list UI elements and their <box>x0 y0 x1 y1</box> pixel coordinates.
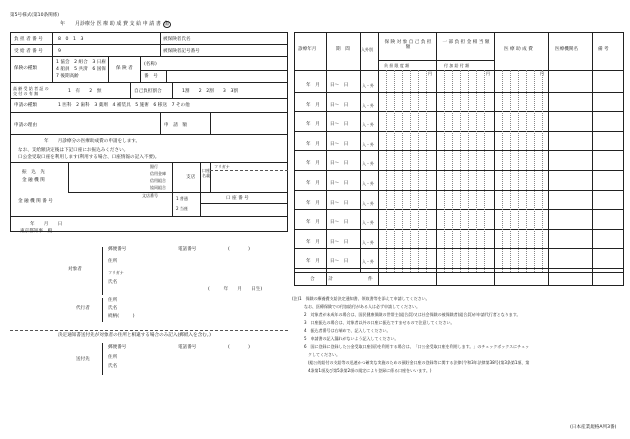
self-burden-value: 1割 2 2割 3 3割 <box>182 89 238 94</box>
self-burden-label: 自己負担割合 <box>134 89 162 94</box>
row-period: 日～ 日 <box>330 122 349 128</box>
yen-3: 円 <box>540 71 544 76</box>
furigana2-label: フリガナ <box>108 270 124 275</box>
row-month: 年 月 <box>306 220 320 226</box>
row-type: 入・外 <box>362 239 374 245</box>
hdr-aid: 医 療 助 成 費 <box>504 47 533 52</box>
amount-digit-guide <box>418 70 419 272</box>
amount-digit-guide <box>468 70 469 272</box>
note-line: (総公的給付の支給等の迅速かつ確実な実施のための預貯金口座の登録等に関する法律(令和3年法律第38号)第3条第1項、第 <box>308 360 530 365</box>
dest-phone-paren: ( ) <box>228 345 250 350</box>
amount-digit-guide <box>402 70 403 272</box>
dest-postal-label: 郵便番号 <box>108 345 127 350</box>
row-divider <box>294 248 624 249</box>
row-type: 入・外 <box>362 83 374 88</box>
amount-digit-guide <box>452 70 453 272</box>
row-month: 年 月 <box>306 181 320 186</box>
agent-name-label: 氏名 <box>108 306 118 311</box>
elderly-label: 高 齢 受 給 者 証 の 交 付 の 有 無 <box>13 86 49 96</box>
row-month: 年 月 <box>306 122 320 128</box>
page-title: 年 月診療分 医 療 助 成 費 支 給 申 請 書 傷 <box>60 21 170 27</box>
row-month: 年 月 <box>306 141 320 147</box>
amount-digit-guide <box>526 70 527 272</box>
hdr-insured-self: 保 険 対 象 自 己 負 担 額 <box>384 40 432 50</box>
row-period: 日～ 日 <box>330 181 349 186</box>
hdr-extra: 付 加 給 付 額 <box>444 63 470 68</box>
dob-label: ( 年 月 日生) <box>208 287 263 292</box>
yen-1: 円 <box>428 71 432 76</box>
bank-type-3: 信用組合 <box>150 178 166 183</box>
row-type: 入・外 <box>362 181 374 186</box>
bank-type-2: 信用金庫 <box>150 171 166 176</box>
amount-digit-guide <box>410 70 411 272</box>
recipient-no-label: 負 担 者 番 号 <box>14 37 43 42</box>
row-type: 入・外 <box>362 259 374 265</box>
row-month: 年 月 <box>306 102 320 108</box>
amount-digit-guide <box>502 70 503 272</box>
row-divider <box>294 229 624 230</box>
number-label: 番 号 <box>144 74 158 79</box>
recipient-no-value: 8 0 1 3 <box>58 37 84 42</box>
row-month: 年 月 <box>306 161 320 167</box>
row-period: 日～ 日 <box>330 220 349 226</box>
amount-digit-guide <box>510 70 511 272</box>
insurer-name-label: 被保険者氏名 <box>163 37 191 42</box>
relation-label: 続柄( ) <box>108 314 135 319</box>
footer-spec: (日本産業規格A列3番) <box>570 425 617 430</box>
beneficiary-no-value: 9 <box>58 49 61 54</box>
row-period: 日～ 日 <box>330 259 349 265</box>
row-type: 入・外 <box>362 200 374 206</box>
name-kana-label: (名称) <box>144 62 157 67</box>
row-divider <box>294 150 624 151</box>
beneficiary-no-label: 受 給 者 番 号 <box>14 49 43 54</box>
phone-label: 電話番号 <box>178 247 197 252</box>
row-period: 日～ 日 <box>330 200 349 206</box>
date-line: 年 月 日 <box>30 222 63 227</box>
bank-label: 金 融 機 関 <box>22 178 45 183</box>
holder-label: 保 険 者 <box>116 66 133 71</box>
insurance-type-1: 1 協会 2 組合 3 日雇 <box>56 60 106 65</box>
account-no-label: 口 座 番 号 <box>226 196 249 201</box>
insurer-symbol-label: 被保険者記号番号 <box>163 49 200 54</box>
title-mark: 傷 <box>164 21 170 27</box>
row-month: 年 月 <box>306 200 320 206</box>
amount-digit-guide <box>534 70 535 272</box>
row-month: 年 月 <box>306 83 320 88</box>
request-line: 年 月診療分の医療助成費の申請をします。 <box>44 139 141 144</box>
furigana-label: フリガナ <box>214 164 230 169</box>
row-divider <box>294 190 624 191</box>
dest-label: 送付先 <box>76 357 90 362</box>
row-divider <box>294 111 624 112</box>
name-label: 氏名 <box>108 280 118 285</box>
insurance-type-2: 4 船員 5 共済 6 国保 <box>56 67 106 72</box>
note-line: 5 申請書の記入漏れがないよう記入してください。 <box>304 336 399 341</box>
row-type: 入・外 <box>362 141 374 147</box>
row-month: 年 月 <box>306 239 320 245</box>
note-line: クしてください。 <box>308 352 340 357</box>
row-divider <box>294 268 624 269</box>
total-unit: 件 <box>368 277 373 282</box>
row-type: 入・外 <box>362 220 374 226</box>
hdr-month: 診療年月 <box>298 47 317 52</box>
hdr-type: 入外別 <box>361 47 373 52</box>
note-line-2: 口公金受取口座を利用します(利用する場合、口座情報の記入不要)。 <box>18 155 160 160</box>
row-divider <box>294 131 624 132</box>
bank-code-label: 金 融 機 関 番 号 <box>18 199 53 204</box>
bank-type-4: 協同組合 <box>150 185 166 190</box>
account-holder-label: 口座名義 <box>202 168 210 178</box>
row-period: 日～ 日 <box>330 83 349 88</box>
addressee: 東京都知事 殿 <box>20 229 53 234</box>
total-label: 合 計 <box>310 277 333 282</box>
note-line: 4 振込者番号は右端めで、記入してください。 <box>304 328 391 333</box>
elderly-value: 1 有 2 無 <box>68 89 102 94</box>
insurance-type-3: 7 後期高齢 <box>56 74 79 79</box>
account-type-2: 2 当座 <box>176 206 188 211</box>
amount-digit-guide <box>444 70 445 272</box>
row-period: 日～ 日 <box>330 102 349 108</box>
note-line: (注)1 保険の療養費支給決定通知書、領収書等を添えて申請してください。 <box>292 296 430 301</box>
note-line-1: なお、支給額決定後は下記口座にお振込みください。 <box>18 148 129 153</box>
amount-digit-guide <box>484 70 485 272</box>
row-divider <box>294 170 624 171</box>
row-type: 入・外 <box>362 122 374 128</box>
note-line: 4条第1項及び第5条第2項の規定により登録に係る口座をいいます。) <box>308 368 432 373</box>
note-line: 3 口座振込の場合は、対象者以外の口座に振込ですませるので注意してください。 <box>304 320 455 325</box>
hdr-burden-limit: 負 担 限 度 額 <box>384 63 410 68</box>
agent-address-label: 住所 <box>108 298 118 303</box>
applicant-label: 対象者 <box>68 267 82 272</box>
row-type: 入・外 <box>362 102 374 108</box>
address-label: 住所 <box>108 259 118 264</box>
claim-type-label: 申請の種類 <box>14 103 37 108</box>
amount-label: 申 請 額 <box>164 123 187 128</box>
yen-2: 円 <box>486 71 490 76</box>
note-line: 2 対象者が未成年の場合は、国民健康保険の世帯主(組合員)又は社会保険の被保険者(組合員)が申請代行者となります。 <box>304 312 521 317</box>
agent-label: 代行者 <box>76 306 90 311</box>
amount-digit-guide <box>542 70 543 272</box>
form-number: 第5号様式(第10条関係) <box>10 13 60 18</box>
row-type: 入・外 <box>362 161 374 167</box>
hdr-period: 期 間 <box>336 47 350 52</box>
hdr-facility: 医療機関名 <box>555 47 578 52</box>
amount-digit-guide <box>518 70 519 272</box>
dest-name-label: 氏名 <box>108 364 118 369</box>
row-divider <box>294 209 624 210</box>
dest-phone-label: 電話番号 <box>178 345 197 350</box>
phone-paren: ( ) <box>228 247 250 252</box>
amount-digit-guide <box>426 70 427 272</box>
postal-label: 郵便番号 <box>108 247 127 252</box>
row-period: 日～ 日 <box>330 239 349 245</box>
transfer-label: 振 込 先 <box>22 170 45 175</box>
row-divider <box>294 92 624 93</box>
amount-digit-guide <box>460 70 461 272</box>
note-line: 6 国に登録に登録した公金受取口座(原)を利用する場合は、「口公金受取口座を利用します。」のチェックボックスにチェッ <box>304 344 530 349</box>
code-label: 文店番号 <box>142 193 158 198</box>
claim-types: 1 医科 2 歯科 3 薬剤 4 補装具 5 施術 6 移送 7 その他 <box>58 103 190 108</box>
row-period: 日～ 日 <box>330 141 349 147</box>
bank-type-1: 銀行 <box>150 164 158 169</box>
account-type-1: 1 普通 <box>176 196 188 201</box>
reason-label: 申請の理由 <box>14 123 37 128</box>
row-period: 日～ 日 <box>330 161 349 167</box>
hdr-partial: 一 部 負 担 金 相 当 額 <box>442 40 490 45</box>
row-month: 年 月 <box>306 259 320 265</box>
amount-digit-guide <box>386 70 387 272</box>
dotted-note: 決定通知書送付先が対象者の住所と相違する場合のみ記入(郵紙入を含む。) <box>58 333 211 338</box>
insurance-type-label: 保険の種類 <box>14 66 37 71</box>
amount-digit-guide <box>394 70 395 272</box>
branch-label: 支店 <box>186 175 196 180</box>
note-line: なお、医療保険での付加給付がある人は必ず申請してください。 <box>304 304 420 309</box>
dest-address-label: 住所 <box>108 355 118 360</box>
hdr-remarks: 備 考 <box>598 47 609 52</box>
amount-digit-guide <box>476 70 477 272</box>
